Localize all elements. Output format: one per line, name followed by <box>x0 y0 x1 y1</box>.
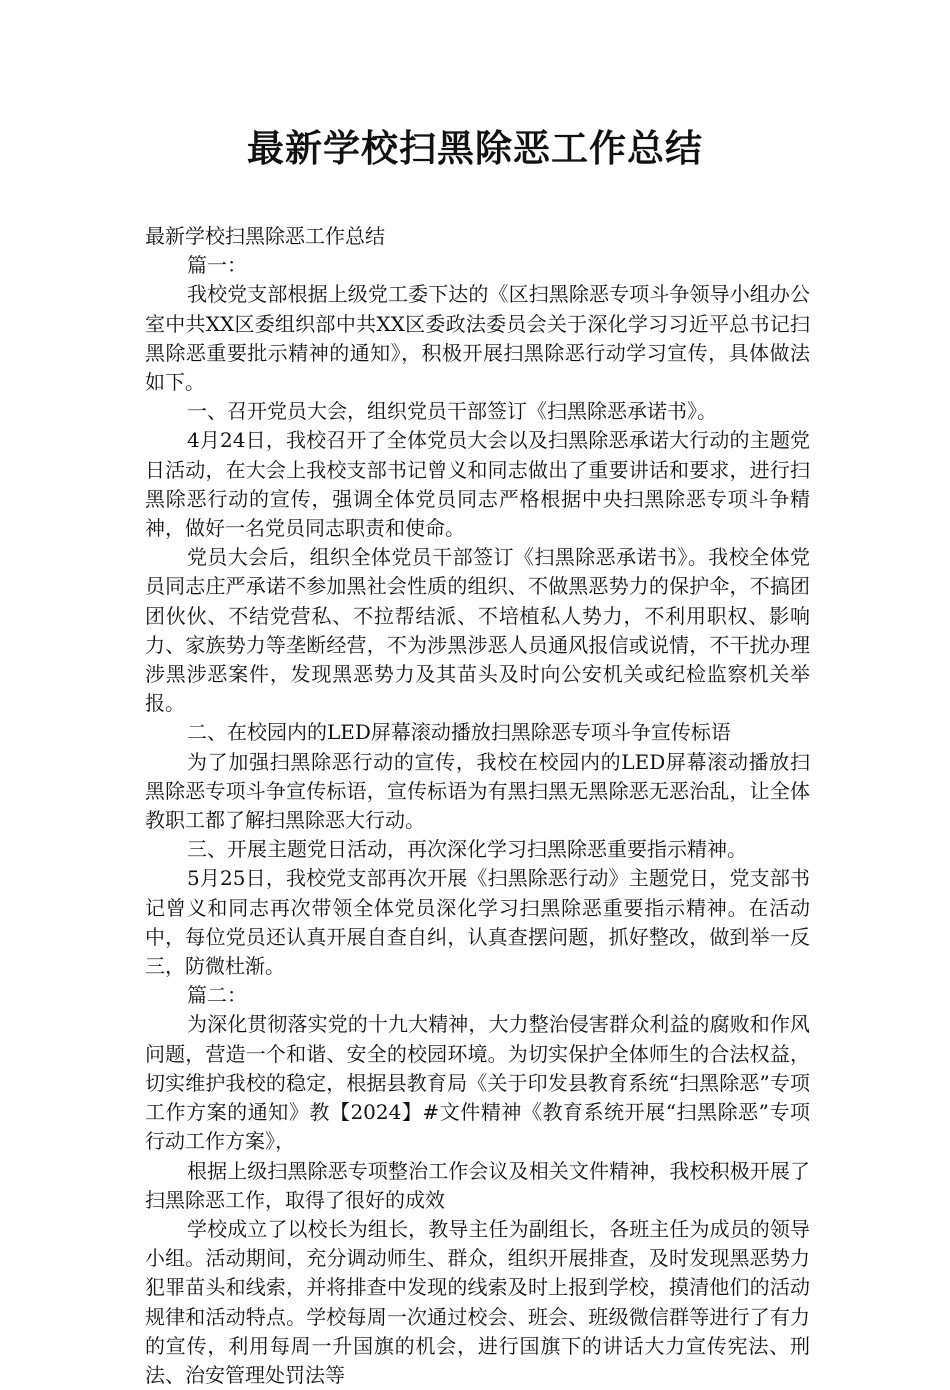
paragraph: 5月25日，我校党支部再次开展《扫黑除恶行动》主题党日，党支部书记曾义和同志再次带领全体党员深化学习扫黑除恶重要指示精神。在活动中，每位党员还认真开展自查自纠，认真查摆问题，抓好整改，做到举一反三，防微杜渐。 <box>145 866 810 979</box>
paragraph: 我校党支部根据上级党工委下达的《区扫黑除恶专项斗争领导小组办公室中共XX区委组织部中共XX区委政法委员会关于深化学习习近平总书记扫黑除恶重要批示精神的通知》，积极开展扫黑除恶行动学习宣传，具体做法如下。 <box>145 282 810 395</box>
paragraph: 为深化贯彻落实党的十九大精神，大力整治侵害群众利益的腐败和作风问题，营造一个和谐、安全的校园环境。为切实保护全体师生的合法权益，切实维护我校的稳定，根据县教育局《关于印发县教育系统“扫黑除恶”专项工作方案的通知》教【2024】#文件精神《教育系统开展“扫黑除恶”专项行动工作方案》， <box>145 1012 810 1154</box>
paragraph: 党员大会后，组织全体党员干部签订《扫黑除恶承诺书》。我校全体党员同志庄严承诺不参加黑社会性质的组织、不做黑恶势力的保护伞，不搞团团伙伙、不结党营私、不拉帮结派、不培植私人势力，不利用职权、影响力、家族势力等垄断经营，不为涉黑涉恶人员通风报信或说情，不干扰办理涉黑涉恶案件，发现黑恶势力及其苗头及时向公安机关或纪检监察机关举报。 <box>145 545 810 716</box>
section-heading: 三、开展主题党日活动，再次深化学习扫黑除恶重要指示精神。 <box>187 837 747 862</box>
paragraph: 根据上级扫黑除恶专项整治工作会议及相关文件精神，我校积极开展了扫黑除恶工作，取得了很好的成效 <box>145 1158 810 1212</box>
paragraph: 为了加强扫黑除恶行动的宣传，我校在校园内的LED屏幕滚动播放扫黑除恶专项斗争宣传标语，宣传标语为有黑扫黑无黑除恶无恶治乱，让全体教职工都了解扫黑除恶大行动。 <box>145 749 810 833</box>
document-subtitle: 最新学校扫黑除恶工作总结 <box>145 224 385 248</box>
section-heading: 一、召开党员大会，组织党员干部签订《扫黑除恶承诺书》。 <box>187 399 717 424</box>
paragraph: 学校成立了以校长为组长，教导主任为副组长，各班主任为成员的领导小组。活动期间，充分调动师生、群众，组织开展排查，及时发现黑恶势力犯罪苗头和线索，并将排查中发现的线索及时上报到学校，摸清他们的活动规律和活动特点。学校每周一次通过校会、班会、班级微信群等进行了有力的宣传，利用每周一升国旗的机会，进行国旗下的讲话大力宣传宪法、刑法、治安管理处罚法等 <box>145 1216 810 1387</box>
paragraph: 4月24日，我校召开了全体党员大会以及扫黑除恶承诺大行动的主题党日活动，在大会上我校支部书记曾义和同志做出了重要讲话和要求，进行扫黑除恶行动的宣传，强调全体党员同志严格根据中央扫黑除恶专项斗争精神，做好一名党员同志职责和使命。 <box>145 428 810 541</box>
section-heading: 篇二： <box>187 983 247 1008</box>
document-title: 最新学校扫黑除恶工作总结 <box>247 127 703 170</box>
document-body <box>145 222 810 1390</box>
section-heading: 二、在校园内的LED屏幕滚动播放扫黑除恶专项斗争宣传标语 <box>187 720 731 745</box>
section-heading: 篇一： <box>187 253 247 278</box>
